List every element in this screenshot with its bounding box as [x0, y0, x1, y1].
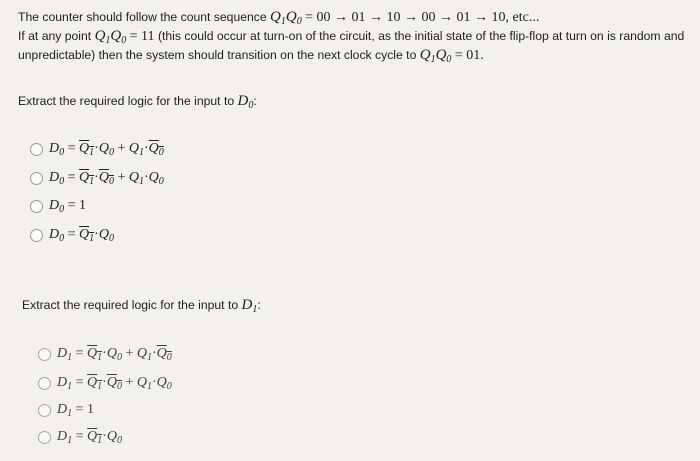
radio-button[interactable]: [38, 377, 51, 390]
option-equation: $D_0 = Q_1\cdot Q_0$: [49, 227, 114, 244]
radio-button[interactable]: [30, 229, 43, 242]
radio-button[interactable]: [38, 404, 51, 417]
radio-button[interactable]: [30, 172, 43, 185]
intro-text: unpredictable) then the system should transition on the next clock cycle to: [18, 48, 417, 62]
intro-text: If at any point: [18, 29, 92, 43]
radio-button[interactable]: [38, 431, 51, 444]
option-d0-3[interactable]: [30, 195, 86, 217]
q1q0-symbol: $Q_1Q_0$: [94, 28, 127, 46]
q1q0-symbol: $Q_1Q_0$: [419, 47, 452, 65]
q1q0-symbol: $Q_1Q_0$: [270, 9, 302, 27]
option-d1-4[interactable]: [38, 426, 122, 448]
option-d1-2[interactable]: [38, 372, 172, 394]
equation-text: = 11: [129, 29, 155, 44]
intro-line-1: [18, 8, 690, 27]
option-equation: $D_1 = Q_1\cdot Q_0 + Q_1\cdot Q_0$: [57, 375, 172, 392]
option-d1-1[interactable]: [38, 343, 172, 365]
radio-button[interactable]: [30, 143, 43, 156]
sequence-text: = 00 → 01 → 10 → 00 → 01 → 10, etc...: [305, 10, 540, 25]
intro-line-2: [18, 27, 690, 46]
question-prompt-d1: Extract the required logic for the input to $D_1$:: [22, 297, 261, 315]
option-equation: $D_1 = Q_1\cdot Q_0$: [57, 429, 122, 446]
intro-line-3: [18, 46, 690, 65]
option-equation: $D_0 = Q_1\cdot Q_0 + Q_1\cdot Q_0$: [49, 170, 164, 187]
option-d0-4[interactable]: [30, 224, 114, 246]
question-prompt-d0: Extract the required logic for the input to $D_0$:: [18, 93, 257, 111]
option-equation: $D_0 = Q_1\cdot Q_0 + Q_1\cdot Q_0$: [49, 141, 164, 158]
radio-button[interactable]: [30, 200, 43, 213]
option-d0-2[interactable]: [30, 167, 164, 189]
option-d1-3[interactable]: [38, 399, 94, 421]
intro-text: (this could occur at turn-on of the circuit, as the initial state of the flip-flop at turn on is random and: [157, 29, 685, 43]
equation-text: = 01.: [454, 48, 484, 63]
option-equation: $D_1 = 1$: [57, 402, 95, 419]
option-d0-1[interactable]: [30, 138, 164, 160]
option-equation: $D_1 = Q_1\cdot Q_0 + Q_1\cdot Q_0$: [57, 346, 172, 363]
radio-button[interactable]: [38, 348, 51, 361]
option-equation: $D_0 = 1$: [49, 198, 87, 215]
intro-text: The counter should follow the count sequence: [18, 10, 267, 24]
